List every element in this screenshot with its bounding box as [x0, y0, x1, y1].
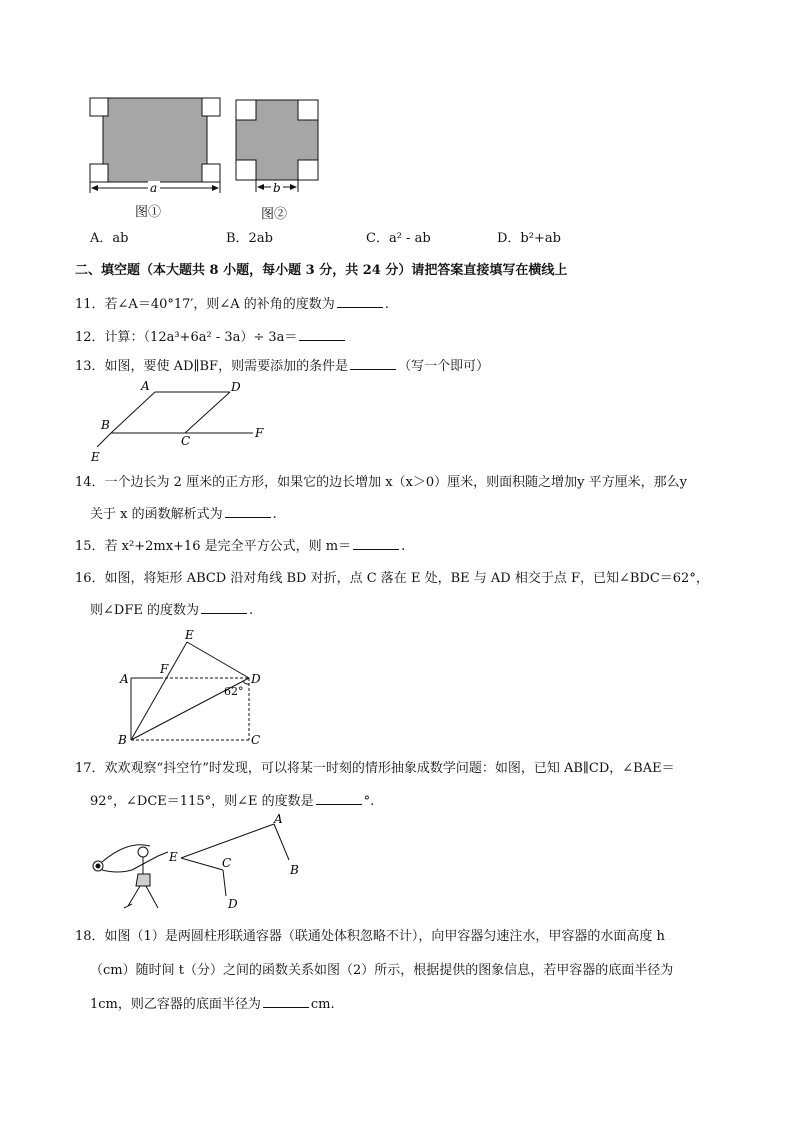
q15-end: .: [401, 539, 406, 554]
q16-end: .: [248, 603, 254, 618]
point-a: A: [274, 812, 283, 826]
label-b: b: [273, 181, 281, 195]
question-13: [75, 357, 489, 376]
line-be: [97, 433, 111, 447]
question-11: [75, 295, 389, 314]
question-17-line2: [90, 792, 374, 811]
option-a: A．ab: [90, 231, 129, 246]
question-18-line1: 18．如图（1）是两圆柱形联通容器（联通处体积忽略不计），向甲容器匀速注水，甲容器的水面高度 h: [75, 929, 665, 944]
line-ea: [181, 824, 274, 858]
point-a: A: [120, 672, 129, 686]
q17-end: °.: [363, 794, 375, 809]
diabolo-player-illustration: [93, 845, 168, 908]
q17-figure: [88, 812, 308, 917]
line-ab: [274, 824, 289, 860]
point-a: A: [141, 379, 150, 393]
point-b: B: [290, 863, 299, 877]
q11-text: 11．若∠A＝40°17′，则∠A 的补角的度数为: [75, 297, 335, 312]
q13-answer-blank[interactable]: [350, 357, 396, 370]
q17-answer-blank[interactable]: [316, 792, 362, 805]
q14-end: .: [272, 507, 277, 522]
option-c: C．a² - ab: [366, 231, 431, 246]
question-12: [75, 328, 347, 347]
q11-end: .: [384, 297, 389, 312]
question-18-line3: [90, 995, 335, 1014]
fig1-caption: 图①: [135, 205, 162, 220]
q12-answer-blank[interactable]: [299, 328, 345, 341]
q10-figures: [85, 95, 335, 195]
line-cd: [185, 392, 230, 433]
q13-figure: [85, 377, 285, 467]
point-e: E: [91, 450, 100, 464]
option-d: D．b²+ab: [497, 231, 561, 246]
q18-answer-blank[interactable]: [263, 995, 309, 1008]
q18-line3-text: 1cm，则乙容器的底面半径为: [90, 997, 261, 1012]
point-e: E: [185, 628, 194, 642]
q13-end: （写一个即可）: [398, 359, 490, 374]
line-cd: [223, 870, 226, 896]
q14-line2-text: 关于 x 的函数解析式为: [90, 507, 223, 522]
point-b: B: [101, 418, 110, 432]
q16-figure: [110, 628, 270, 750]
question-16-line2: [90, 601, 253, 620]
figure-1-shape: [90, 98, 220, 195]
section-title: 二、填空题（本大题共 8 小题，每小题 3 分，共 24 分）请把答案直接填写在横线上: [75, 263, 568, 278]
question-17-line1: 17．欢欢观察“抖空竹”时发现，可以将某一时刻的情形抽象成数学问题：如图，已知 AB∥CD，∠BAE＝: [75, 761, 675, 776]
q17-line2-text: 92°，∠DCE＝115°，则∠E 的度数是: [90, 794, 314, 809]
point-d: D: [251, 672, 261, 686]
point-d: D: [231, 380, 241, 394]
option-b: B．2ab: [226, 231, 273, 246]
question-15: [75, 537, 405, 556]
label-a: a: [150, 181, 158, 195]
q15-text: 15．若 x²+2mx+16 是完全平方公式，则 m＝: [75, 539, 352, 554]
question-16-line1: 16．如图，将矩形 ABCD 沿对角线 BD 对折，点 C 落在 E 处，BE 与 AD 相交于点 F，已知∠BDC＝62°，: [75, 571, 709, 586]
question-14-line1: 14．一个边长为 2 厘米的正方形，如果它的边长增加 x（x＞0）厘米，则面积随之增加y 平方厘米，那么y: [75, 475, 687, 490]
angle-62: 62°: [224, 685, 244, 698]
point-c: C: [222, 856, 232, 870]
point-f: F: [160, 662, 169, 676]
q18-end: cm.: [310, 997, 335, 1012]
q13-text: 13．如图，要使 AD∥BF，则需要添加的条件是: [75, 359, 349, 374]
figure-2-shape: [236, 100, 318, 195]
line-ec: [181, 858, 223, 870]
q16-answer-blank[interactable]: [201, 601, 247, 614]
point-d: D: [228, 897, 238, 911]
point-b: B: [118, 733, 127, 747]
point-f: F: [255, 426, 264, 440]
point-c: C: [251, 733, 261, 747]
point-e: E: [169, 850, 178, 864]
q11-answer-blank[interactable]: [337, 295, 383, 308]
line-ab: [111, 392, 155, 433]
question-18-line2: （cm）随时间 t（分）之间的函数关系如图（2）所示，根据提供的图象信息，若甲容器的底面半径为: [90, 963, 674, 978]
q15-answer-blank[interactable]: [353, 537, 399, 550]
point-c: C: [181, 434, 191, 448]
fig2-caption: 图②: [261, 207, 288, 222]
q12-text: 12．计算：（12a³+6a² - 3a）÷ 3a＝: [75, 330, 298, 345]
question-14-line2: [90, 505, 277, 524]
line-ed: [187, 642, 249, 678]
q16-line2-text: 则∠DFE 的度数为: [90, 603, 199, 618]
q14-answer-blank[interactable]: [225, 505, 271, 518]
